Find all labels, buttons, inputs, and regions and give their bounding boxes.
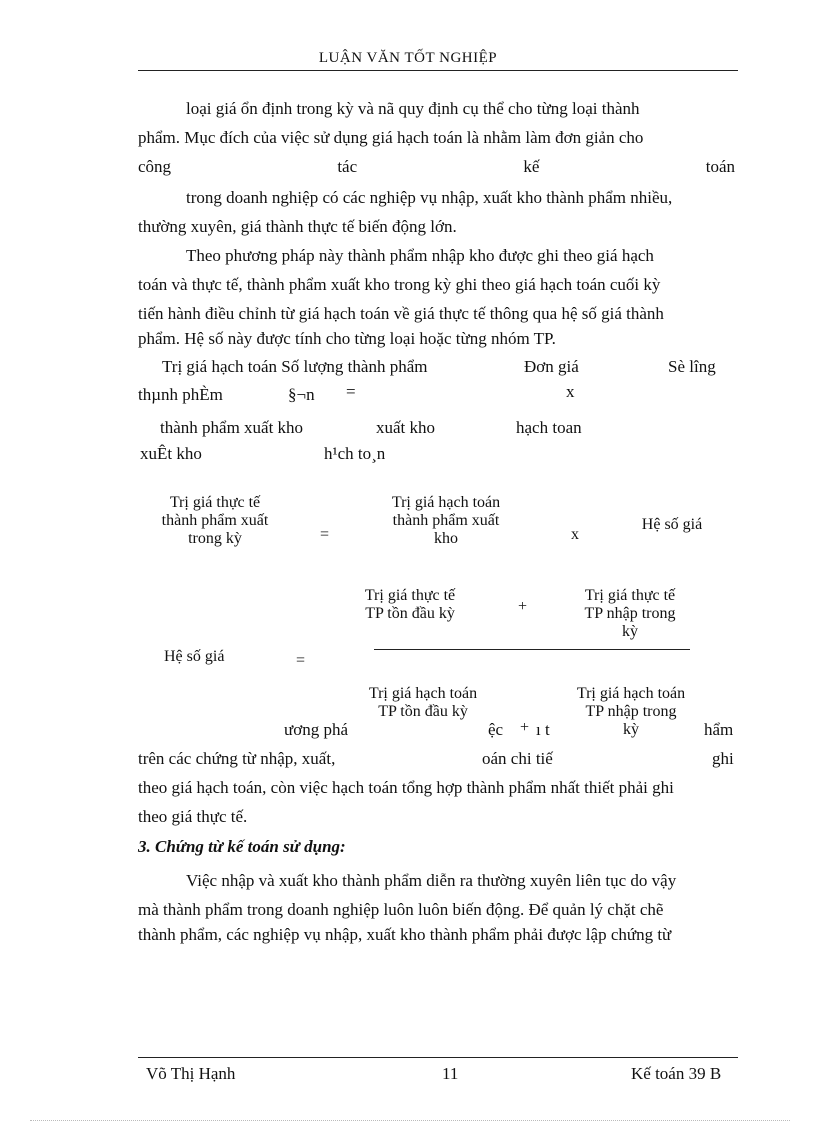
formula3-num2: Trị giá thực tế TP nhập trong kỳ <box>584 587 676 640</box>
formula1-c: Sè lîng <box>668 357 716 376</box>
formula1-x: x <box>566 382 575 401</box>
para1-line4: trong doanh nghiệp có các nghiệp vụ nhập, xuất kho thành phẩm nhiều, <box>186 188 673 207</box>
formula1-g: xuất kho <box>376 418 436 437</box>
formula1-a: Trị giá hạch toán Số lượng thành phẩm <box>162 357 428 376</box>
formula1-e: §¬n <box>288 385 315 404</box>
para3-frag1: ương phá <box>284 720 348 739</box>
formula3-den1: Trị giá hạch toán TP tồn đầu kỳ <box>368 685 478 720</box>
formula2-eq: = <box>320 526 330 543</box>
para2-line2: toán và thực tế, thành phẩm xuất kho trong kỳ ghi theo giá hạch toán cuối kỳ <box>138 275 661 294</box>
para1-line2: phẩm. Mục đích của việc sử dụng giá hạch toán là nhằm làm đơn giản cho <box>138 128 644 147</box>
formula3-eq: = <box>296 652 306 669</box>
formula1-f: thành phẩm xuất kho <box>160 418 304 437</box>
para3-line2-a: trên các chứng từ nhập, xuất, <box>138 749 336 768</box>
para4-line1: Việc nhập và xuất kho thành phẩm diễn ra thường xuyên liên tục do vậy <box>186 871 677 890</box>
para1-word: công <box>138 157 172 176</box>
para1-word: toán <box>705 157 735 176</box>
formula2-x: x <box>571 526 579 543</box>
para1-word: kế <box>523 157 540 176</box>
formula1-d: thµnh phÈm <box>138 385 223 404</box>
para3-line2-b: oán chi tiế <box>482 749 553 768</box>
page-header-title: LUẬN VĂN TỐT NGHIỆP <box>318 50 498 66</box>
header-rule <box>138 70 738 71</box>
formula3-num1: Trị giá thực tế TP tồn đầu kỳ <box>364 587 456 622</box>
para4-line2: mà thành phẩm trong doanh nghiệp luôn luôn biến động. Để quản lý chặt chẽ <box>138 900 664 919</box>
formula1-eq: = <box>346 382 356 401</box>
formula3-den-plus: + <box>520 719 530 736</box>
footer-author: Võ Thị Hạnh <box>146 1064 236 1083</box>
formula3-label: Hệ số giá <box>164 648 225 665</box>
fraction-bar <box>374 649 690 650</box>
page-number: 11 <box>442 1064 459 1083</box>
formula2-rhs: Hệ số giá <box>641 516 703 533</box>
footer-class: Kế toán 39 B <box>631 1064 722 1083</box>
para4-line3: thành phẩm, các nghiệp vụ nhập, xuất kho thành phẩm phải được lập chứng từ <box>138 925 672 944</box>
para3-frag2: ệc <box>488 720 504 739</box>
formula3-plus: + <box>518 598 528 615</box>
para2-line4: phẩm. Hệ số này được tính cho từng loại hoặc từng nhóm TP. <box>138 329 556 348</box>
para1-line3 <box>138 152 735 181</box>
para2-line3: tiến hành điều chỉnh từ giá hạch toán về giá thực tế thông qua hệ số giá thành <box>138 304 664 323</box>
para3-line2-c: ghi <box>712 749 734 768</box>
footer-rule <box>138 1057 738 1058</box>
para2-line1: Theo phương pháp này thành phẩm nhập kho được ghi theo giá hạch <box>186 246 654 265</box>
formula1-i: xuÊt kho <box>140 444 202 463</box>
formula2-lhs: Trị giá thực tế thành phẩm xuất trong kỳ <box>161 494 269 547</box>
para1-line1: loại giá ổn định trong kỳ và nã quy định cụ thể cho từng loại thành <box>186 99 640 118</box>
para1-word: tác <box>337 157 358 176</box>
page-edge-dotted-line <box>30 1120 790 1121</box>
formula1-j: h¹ch to¸n <box>324 444 386 463</box>
para3-frag4: hẩm <box>704 720 734 739</box>
formula3-den2: Trị giá hạch toán TP nhập trong kỳ <box>576 685 686 738</box>
para3-line3: theo giá hạch toán, còn việc hạch toán tổng hợp thành phẩm nhất thiết phải ghi <box>138 778 674 797</box>
para3-frag3: ı t <box>536 720 550 739</box>
para1-line5: thường xuyên, giá thành thực tế biến động lớn. <box>138 217 457 236</box>
formula1-h: hạch toan <box>516 418 582 437</box>
formula2-mid: Trị giá hạch toán thành phẩm xuất kho <box>391 494 501 547</box>
formula1-b: Đơn giá <box>524 357 579 376</box>
para3-line4: theo giá thực tế. <box>138 807 248 826</box>
section-heading: 3. Chứng từ kế toán sử dụng: <box>138 837 346 856</box>
